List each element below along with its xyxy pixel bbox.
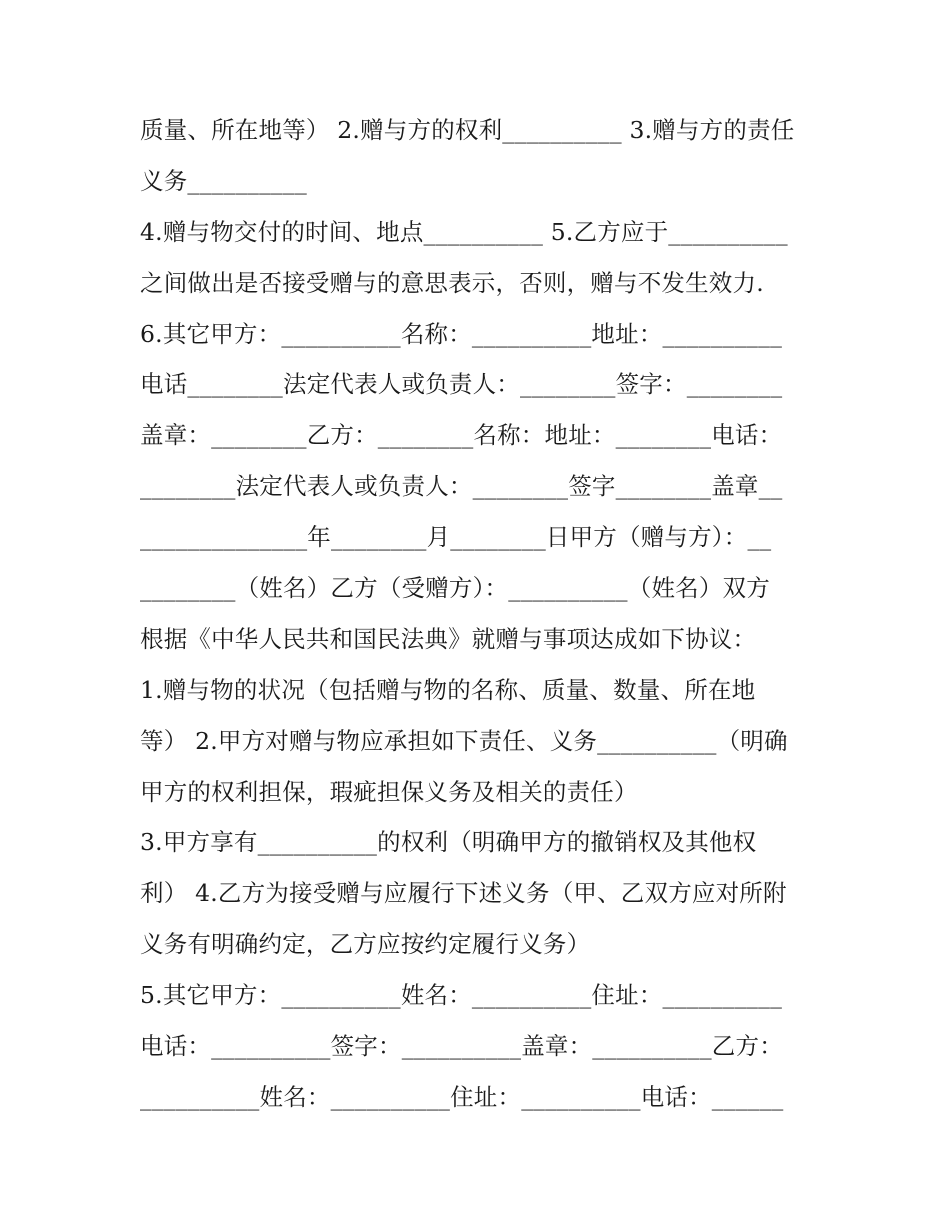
text-line: 4.赠与物交付的时间、地点__________ 5.乙方应于__________: [140, 217, 788, 246]
text-line: 等） 2.甲方对赠与物应承担如下责任、义务__________（明确: [140, 726, 788, 755]
text-line: 利） 4.乙方为接受赠与应履行下述义务（甲、乙双方应对所附: [140, 879, 787, 908]
text-line: 1.赠与物的状况（包括赠与物的名称、质量、数量、所在地: [140, 675, 756, 704]
text-line: ________（姓名）乙方（受赠方）：__________（姓名）双方: [140, 574, 770, 603]
text-line: 义务__________: [140, 166, 307, 195]
text-line: 电话________法定代表人或负责人：________签字：________: [140, 370, 783, 399]
text-line: 根据《中华人民共和国民法典》就赠与事项达成如下协议：: [140, 624, 757, 653]
text-line: 质量、所在地等） 2.赠与方的权利__________ 3.赠与方的责任: [140, 116, 795, 144]
text-line: 5.其它甲方：__________姓名：__________住址：__________: [140, 981, 783, 1010]
text-line: 电话：__________签字：__________盖章：__________乙方：: [140, 1032, 783, 1061]
contract-body-text: [140, 105, 815, 1123]
text-line: __________姓名：__________住址：__________电话：______: [140, 1082, 784, 1111]
text-line: ______________年________月________日甲方（赠与方）：__: [140, 523, 772, 552]
text-line: 之间做出是否接受赠与的意思表示，否则，赠与不发生效力.: [140, 268, 764, 297]
text-line: 6.其它甲方：__________名称：__________地址：__________: [140, 319, 783, 348]
text-line: 义务有明确约定，乙方应按约定履行义务）: [140, 930, 591, 959]
text-line: 盖章：________乙方：________名称：地址：________电话：: [140, 421, 783, 450]
text-line: 3.甲方享有__________的权利（明确甲方的撤销权及其他权: [140, 828, 757, 857]
text-line: 甲方的权利担保，瑕疵担保义务及相关的责任）: [140, 777, 638, 806]
text-line: ________法定代表人或负责人：________签字________盖章__: [140, 472, 783, 501]
